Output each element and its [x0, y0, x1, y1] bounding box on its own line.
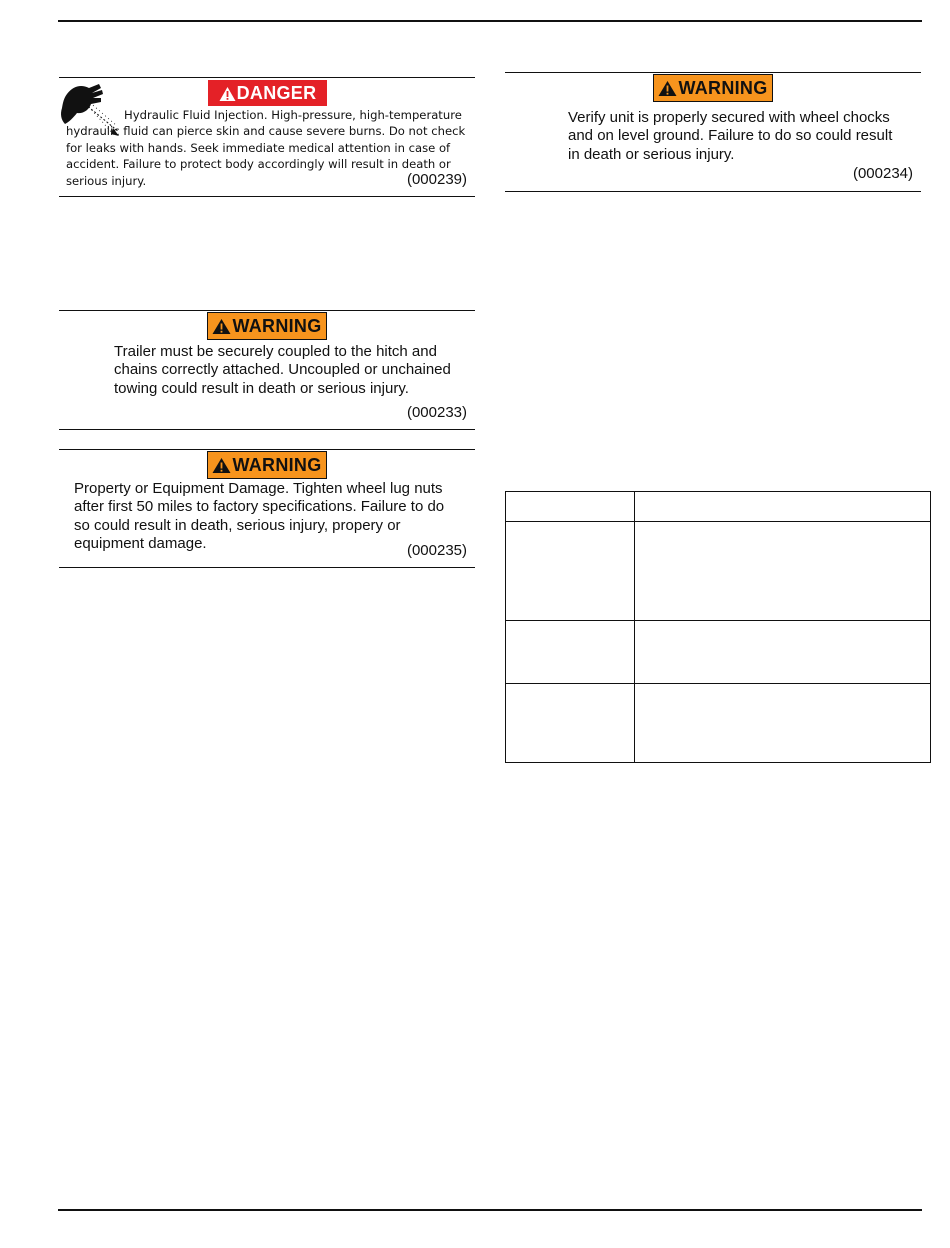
table-cell — [635, 522, 931, 621]
warning-signal-word — [207, 312, 327, 340]
spec-table — [505, 491, 931, 763]
alert-triangle-icon — [658, 80, 677, 97]
warning-notice-lug-nuts — [59, 449, 475, 568]
warning-signal-text: WARNING — [678, 78, 768, 98]
warning-signal-text: WARNING — [232, 455, 322, 475]
danger-signal-text: DANGER — [236, 83, 317, 103]
table-cell — [635, 492, 931, 522]
warning-message: Trailer must be securely coupled to the hitch and chains correctly attached. Uncoupled or unchained towing could result in death or serious injury. — [114, 343, 451, 397]
warning-message: Property or Equipment Damage. Tighten wheel lug nuts after first 50 miles to factory specifications. Failure to do so could result in death, serious injury, propery or equipment damage. — [74, 480, 445, 553]
warning-notice-coupling — [59, 310, 475, 430]
warning-code: (000235) — [406, 542, 467, 559]
table-cell — [635, 621, 931, 684]
alert-triangle-icon — [212, 318, 231, 335]
table-row — [506, 522, 931, 621]
warning-message: Verify unit is properly secured with wheel chocks and on level ground. Failure to do so could result in death or serious injury. — [568, 109, 893, 163]
danger-message: Hydraulic Fluid Injection. High-pressure, high-temperature hydraulic fluid can pierce skin and cause severe burns. Do not check for leaks with hands. Seek immediate medical attention in case of accident. Failure to protect body accordingly will result in death or serious injury. — [66, 108, 466, 188]
danger-notice-hydraulic — [59, 77, 475, 197]
table-cell — [506, 492, 635, 522]
danger-signal-word — [208, 80, 327, 106]
warning-signal-word — [207, 451, 327, 479]
warning-notice-chocks — [505, 72, 921, 192]
table-cell — [635, 684, 931, 763]
warning-code: (000233) — [406, 404, 467, 421]
warning-code: (000234) — [852, 165, 913, 182]
table-cell — [506, 522, 635, 621]
alert-triangle-icon — [219, 86, 236, 102]
warning-signal-text: WARNING — [232, 316, 322, 336]
table-cell — [506, 621, 635, 684]
table-row — [506, 684, 931, 763]
table-row — [506, 492, 931, 522]
table-row — [506, 621, 931, 684]
danger-code: (000239) — [406, 171, 467, 188]
warning-signal-word — [653, 74, 773, 102]
footer-rule — [58, 1209, 922, 1211]
header-rule — [58, 20, 922, 22]
alert-triangle-icon — [212, 457, 231, 474]
table-cell — [506, 684, 635, 763]
